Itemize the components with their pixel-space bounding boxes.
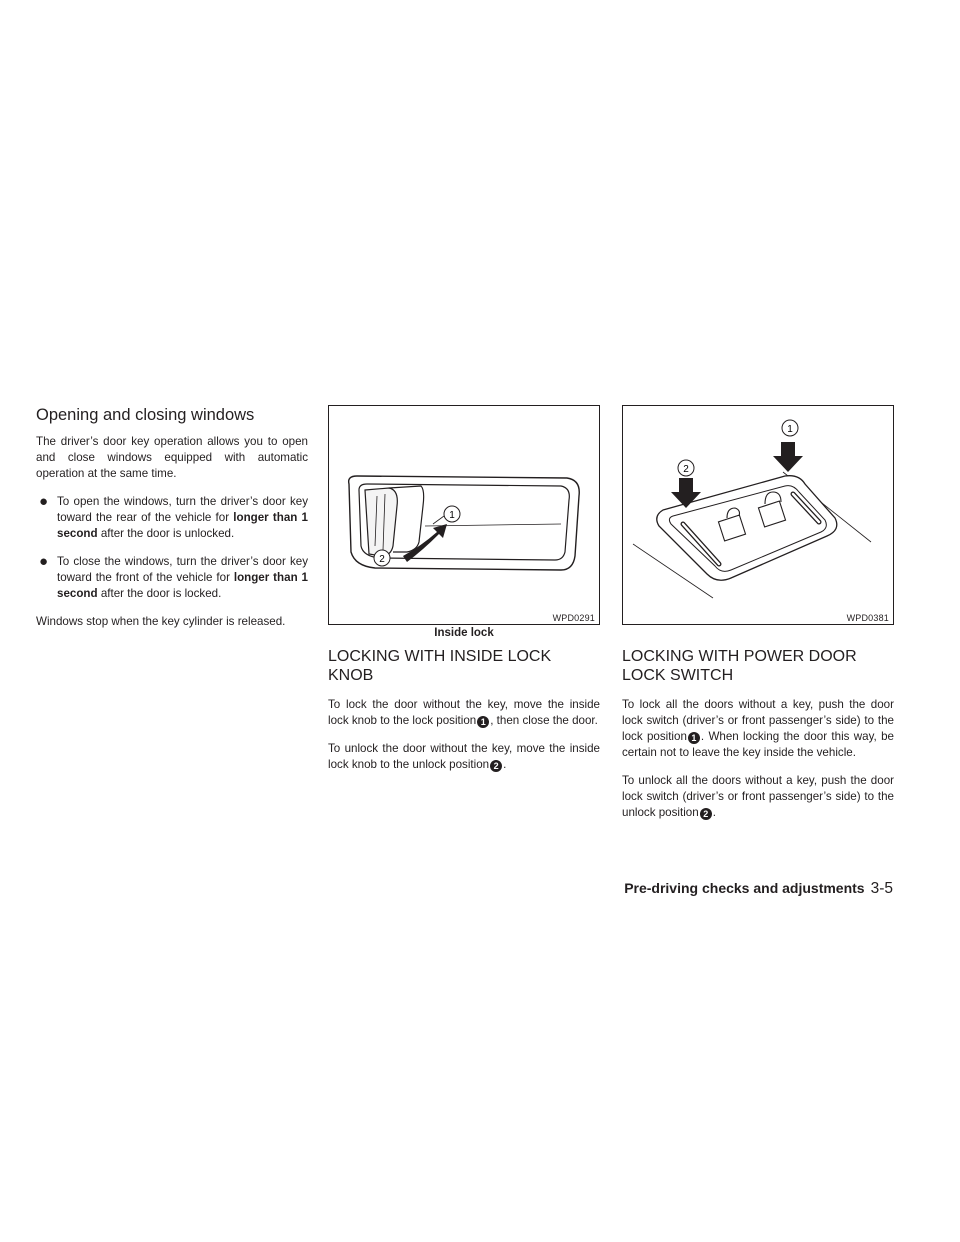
windows-intro: The driver’s door key operation allows you to open and close windows equipped with automatic operation at the same time. xyxy=(36,435,308,480)
inside-lock-illustration xyxy=(329,406,601,626)
column-windows xyxy=(36,405,308,642)
footer-section-title: Pre-driving checks and adjustments xyxy=(624,880,865,896)
position-1-icon: 1 xyxy=(688,732,700,744)
power-lock-heading: LOCKING WITH POWER DOOR LOCK SWITCH xyxy=(622,648,857,684)
position-2-icon: 2 xyxy=(490,760,502,772)
page-footer xyxy=(0,880,893,898)
power-lock-paragraph-1: To lock all the doors without a key, push the door lock switch (driver’s or front passenger’s side) to the lock position 1 . When locking the door this way, be certain not to leave the key inside the vehicle. xyxy=(622,698,894,759)
position-1-icon: 1 xyxy=(477,716,489,728)
position-2-icon: 2 xyxy=(700,808,712,820)
inside-lock-figure xyxy=(328,405,600,625)
bullet-icon: ● xyxy=(39,553,49,570)
inside-lock-figure-id: WPD0291 xyxy=(552,613,595,623)
power-lock-label-2: 2 xyxy=(683,464,689,475)
page-number: 3-5 xyxy=(870,880,893,897)
inside-lock-paragraph-2: To unlock the door without the key, move the inside lock knob to the unlock position 2 . xyxy=(328,742,600,771)
power-lock-figure xyxy=(622,405,894,625)
power-lock-illustration xyxy=(623,406,895,626)
bullet-icon: ● xyxy=(39,493,49,510)
inside-lock-paragraph-1: To lock the door without the key, move the inside lock knob to the lock position 1 , then close the door. xyxy=(328,698,600,727)
windows-bullet-open: ● To open the windows, turn the driver’s door key toward the rear of the vehicle for longer than 1 second after the door is unlocked. xyxy=(39,493,308,540)
power-lock-figure-id: WPD0381 xyxy=(846,613,889,623)
column-power-lock xyxy=(622,405,894,833)
column-inside-lock xyxy=(328,405,600,785)
inside-lock-label-2: 2 xyxy=(379,554,385,565)
windows-outro: Windows stop when the key cylinder is released. xyxy=(36,615,286,628)
inside-lock-caption: Inside lock xyxy=(434,627,494,639)
power-lock-label-1: 1 xyxy=(787,424,793,435)
power-lock-paragraph-2: To unlock all the doors without a key, push the door lock switch (driver’s or front passenger’s side) to the unlock position 2 . xyxy=(622,774,894,819)
windows-bullet-close: ● To close the windows, turn the driver’s door key toward the front of the vehicle for longer than 1 second after the door is locked. xyxy=(39,553,308,600)
inside-lock-label-1: 1 xyxy=(449,510,455,521)
inside-lock-heading: LOCKING WITH INSIDE LOCK KNOB xyxy=(328,648,552,684)
windows-heading: Opening and closing windows xyxy=(36,406,255,424)
